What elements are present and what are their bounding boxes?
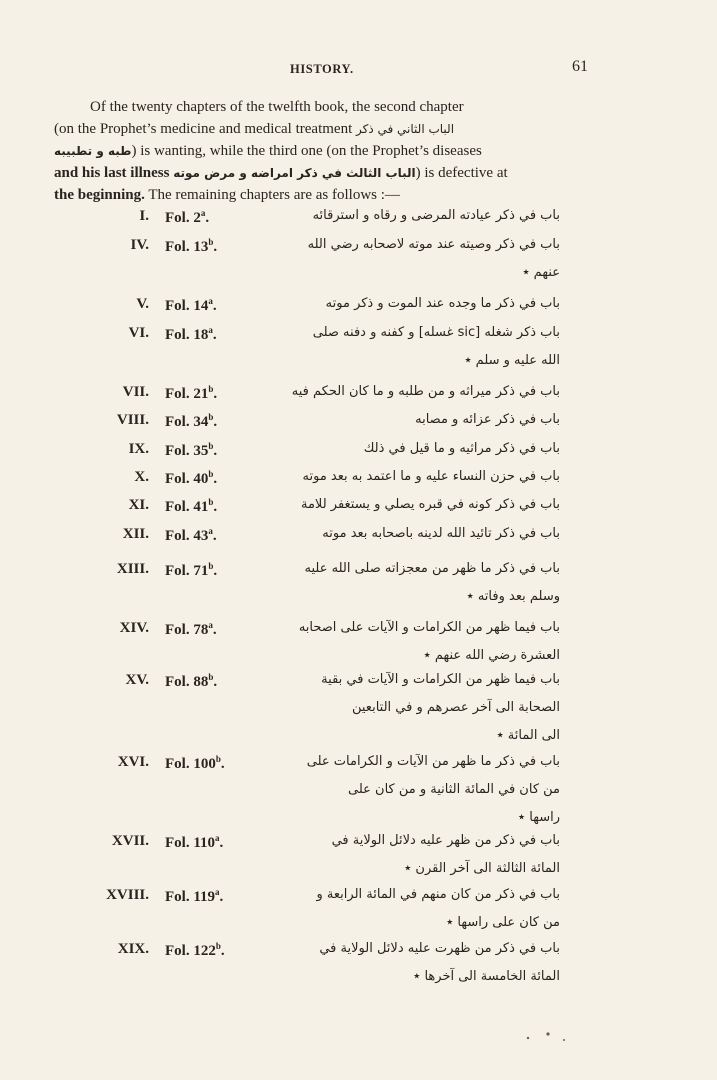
chapter-number: XV.: [125, 672, 149, 688]
running-head: [290, 58, 610, 80]
folio-side: a: [215, 887, 220, 897]
folio-number: Fol. 21: [165, 386, 209, 402]
folio-side: a: [215, 833, 220, 843]
folio-number: Fol. 43: [165, 528, 209, 544]
intro-text-bold: and his last illness: [54, 165, 170, 181]
folio-number: Fol. 2: [165, 210, 201, 226]
folio-reference: Fol. 14$^a$.: [165, 296, 217, 314]
intro-text-bold: the beginning.: [54, 187, 145, 203]
folio-reference: Fol. 18$^a$.: [165, 325, 217, 343]
folio-reference: Fol. 78$^a$.: [165, 620, 217, 638]
chapter-number: XII.: [122, 526, 149, 542]
folio-side: b: [208, 497, 214, 507]
chapter-arabic-title: من كان في المائة الثانية و من كان على: [348, 782, 560, 797]
intro-arabic: الباب الثالث في ذكر امراضه و مرض موته: [173, 166, 416, 180]
intro-line: [54, 118, 594, 140]
folio-reference: Fol. 41$^b$.: [165, 497, 218, 515]
chapter-number: VII.: [122, 384, 149, 400]
folio-number: Fol. 71: [165, 563, 209, 579]
chapter-number: IV.: [130, 237, 149, 253]
folio-reference: Fol. 34$^b$.: [165, 412, 218, 430]
folio-number: Fol. 18: [165, 327, 209, 343]
chapter-arabic-title: باب في ذكر من كان منهم في المائة الرابعة و: [316, 887, 560, 902]
folio-side: a: [208, 526, 213, 536]
intro-paragraph: [54, 96, 594, 206]
chapter-arabic-title: المائة الثالثة الى آخر القرن ٭: [404, 861, 560, 876]
intro-arabic: طبه و تطبيبه: [54, 144, 132, 158]
folio-reference: Fol. 21$^b$.: [165, 384, 218, 402]
folio-side: b: [215, 754, 221, 764]
chapter-arabic-title: الى المائة ٭: [496, 728, 560, 743]
chapter-arabic-title: باب في ذكر وصيته عند موته لاصحابه رضي الله: [307, 237, 560, 252]
chapter-number: V.: [136, 296, 149, 312]
intro-line: [54, 184, 594, 206]
folio-side: b: [208, 561, 214, 571]
intro-arabic: الباب الثاني في ذكر: [356, 122, 455, 136]
chapter-arabic-title: وسلم بعد وفاته ٭: [466, 589, 560, 604]
intro-line: [54, 96, 594, 118]
folio-reference: Fol. 119$^a$.: [165, 887, 224, 905]
folio-reference: Fol. 110$^a$.: [165, 833, 224, 851]
folio-side: b: [208, 469, 214, 479]
folio-number: Fol. 100: [165, 756, 216, 772]
chapter-number: IX.: [128, 441, 149, 457]
folio-number: Fol. 110: [165, 835, 216, 851]
chapter-arabic-title: الله عليه و سلم ٭: [464, 353, 560, 368]
chapter-arabic-title: باب في ذكر ما وجده عند الموت و ذكر موته: [325, 296, 560, 311]
folio-reference: Fol. 13$^b$.: [165, 237, 218, 255]
folio-reference: Fol. 71$^b$.: [165, 561, 218, 579]
folio-side: b: [215, 941, 221, 951]
intro-text: (on the Prophet’s medicine and medical treatment: [54, 121, 353, 137]
chapter-arabic-title: باب في ذكر ميراثه و من طلبه و ما كان الحكم فيه: [291, 384, 560, 399]
folio-number: Fol. 13: [165, 239, 209, 255]
chapter-arabic-title: باب في ذكر من ظهر عليه دلائل الولاية في: [331, 833, 560, 848]
chapter-number: XI.: [128, 497, 149, 513]
chapter-arabic-title: عنهم ٭: [522, 265, 560, 280]
folio-number: Fol. 14: [165, 298, 209, 314]
folio-number: Fol. 40: [165, 471, 209, 487]
folio-reference: Fol. 40$^b$.: [165, 469, 218, 487]
intro-text: Of the twenty chapters of the twelfth book, the second chapter: [90, 99, 464, 115]
chapter-number: XVI.: [117, 754, 149, 770]
chapter-arabic-title: المائة الخامسة الى آخرها ٭: [413, 969, 560, 984]
chapter-arabic-title: باب ذكر شغله [sic غسله] و كفنه و دفنه صلى: [312, 325, 560, 340]
folio-number: Fol. 41: [165, 499, 209, 515]
chapter-number: XIII.: [116, 561, 149, 577]
chapter-arabic-title: باب في ذكر ما ظهر من معجزاته صلى الله عليه: [304, 561, 560, 576]
chapter-number: XVIII.: [106, 887, 149, 903]
chapter-arabic-title: باب في ذكر عيادته المرضى و رقاه و استرقائه: [312, 208, 560, 223]
folio-side: b: [208, 237, 214, 247]
chapter-number: XIX.: [117, 941, 149, 957]
folio-side: b: [208, 412, 214, 422]
folio-side: a: [208, 296, 213, 306]
folio-number: Fol. 122: [165, 943, 216, 959]
folio-reference: Fol. 35$^b$.: [165, 441, 218, 459]
folio-side: a: [200, 208, 206, 218]
chapter-number: VI.: [128, 325, 149, 341]
folio-side: b: [208, 672, 214, 682]
folio-reference: Fol. 43$^a$.: [165, 526, 217, 544]
folio-reference: Fol. 100$^b$.: [165, 754, 225, 772]
chapter-arabic-title: باب في ذكر مراثيه و ما قيل في ذلك: [363, 441, 560, 456]
chapter-arabic-title: الصحابة الى آخر عصرهم و في التابعين: [351, 700, 560, 715]
chapter-arabic-title: باب في ذكر من ظهرت عليه دلائل الولاية في: [319, 941, 560, 956]
intro-text: ) is defective at: [415, 165, 508, 181]
page-number: 61: [572, 58, 588, 75]
chapter-arabic-title: باب فيما ظهر من الكرامات و الآيات على اصحابه: [298, 620, 560, 635]
folio-number: Fol. 88: [165, 674, 209, 690]
folio-side: a: [208, 620, 213, 630]
folio-side: b: [208, 384, 214, 394]
intro-text: ) is wanting, while the third one (on the Prophet’s diseases: [131, 143, 482, 159]
chapter-number: X.: [134, 469, 149, 485]
chapter-number: XIV.: [119, 620, 149, 636]
intro-text: The remaining chapters are as follows :—: [144, 187, 400, 203]
chapter-arabic-title: باب في حزن النساء عليه و ما اعتمد به بعد موته: [302, 469, 560, 484]
chapter-arabic-title: باب في ذكر كونه في قبره يصلي و يستغفر للامة: [301, 497, 560, 512]
folio-reference: Fol. 122$^b$.: [165, 941, 225, 959]
folio-side: b: [208, 441, 214, 451]
chapter-arabic-title: راسها ٭: [518, 810, 560, 825]
intro-line: [54, 162, 594, 184]
intro-line: [54, 140, 594, 162]
chapter-arabic-title: من كان على راسها ٭: [446, 915, 560, 930]
folio-number: Fol. 119: [165, 889, 216, 905]
chapter-arabic-title: باب فيما ظهر من الكرامات و الآيات في بقية: [321, 672, 560, 687]
chapter-number: XVII.: [111, 833, 149, 849]
chapter-arabic-title: العشرة رضي الله عنهم ٭: [423, 648, 560, 663]
folio-number: Fol. 78: [165, 622, 209, 638]
folio-number: Fol. 35: [165, 443, 209, 459]
chapter-number: I.: [139, 208, 149, 224]
folio-reference: Fol. 2$^a$.: [165, 208, 210, 226]
chapter-number: VIII.: [116, 412, 149, 428]
folio-reference: Fol. 88$^b$.: [165, 672, 218, 690]
folio-side: a: [208, 325, 213, 335]
chapter-arabic-title: باب في ذكر عزائه و مصابه: [415, 412, 560, 427]
running-title: HISTORY.: [290, 62, 354, 76]
paper-specks: [520, 1028, 580, 1048]
chapter-arabic-title: باب في ذكر ما ظهر من الآيات و الكرامات على: [306, 754, 560, 769]
folio-number: Fol. 34: [165, 414, 209, 430]
chapter-arabic-title: باب في ذكر تائيد الله لدينه باصحابه بعد موته: [322, 526, 560, 541]
